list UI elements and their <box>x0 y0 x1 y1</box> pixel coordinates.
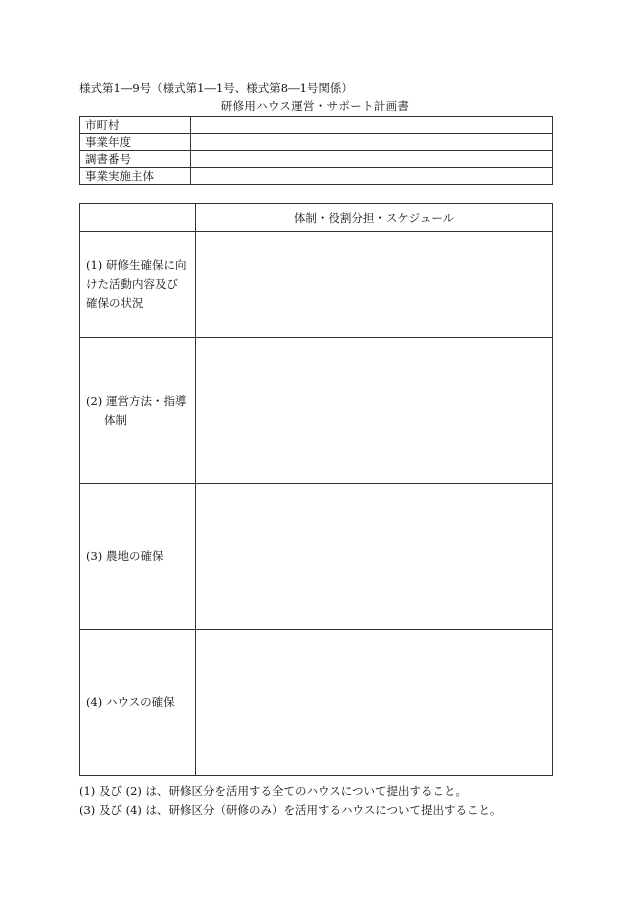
row-label-line: (4) ハウスの確保 <box>86 695 175 709</box>
note-2: (3) 及び (4) は、研修区分（研修のみ）を活用するハウスについて提出すること。 <box>79 803 502 817</box>
info-value-field[interactable] <box>191 117 553 134</box>
plan-table <box>79 203 553 776</box>
row-label-line: けた活動内容及び <box>86 277 178 291</box>
row-label-line: (3) 農地の確保 <box>86 549 164 563</box>
info-row-document-number <box>80 151 553 168</box>
row-label <box>80 232 196 338</box>
row-label-line: 確保の状況 <box>86 296 144 310</box>
info-value-field[interactable] <box>191 151 553 168</box>
plan-row-operation-method <box>80 338 553 484</box>
row-label-line: (2) 運営方法・指導 <box>86 393 187 408</box>
info-label: 事業実施主体 <box>80 168 191 185</box>
header-empty-cell <box>80 204 196 232</box>
form-number: 様式第1―9号（様式第1―1号、様式第8―1号関係） <box>79 81 353 95</box>
plan-row-trainee-recruitment <box>80 232 553 338</box>
header-structure-schedule: 体制・役割分担・スケジュール <box>196 204 553 232</box>
info-label: 事業年度 <box>80 134 191 151</box>
info-label: 市町村 <box>80 117 191 134</box>
row-label <box>80 338 196 484</box>
info-value-field[interactable] <box>191 134 553 151</box>
document-title: 研修用ハウス運営・サポート計画書 <box>220 99 410 113</box>
plan-row-greenhouse <box>80 630 553 776</box>
row-value-field[interactable] <box>196 338 553 484</box>
info-row-municipality <box>80 117 553 134</box>
row-value-field[interactable] <box>196 484 553 630</box>
info-label: 調書番号 <box>80 151 191 168</box>
info-row-fiscal-year <box>80 134 553 151</box>
row-label-line: 体制 <box>104 412 127 427</box>
row-label-line: (1) 研修生確保に向 <box>86 258 187 272</box>
row-value-field[interactable] <box>196 232 553 338</box>
note-1: (1) 及び (2) は、研修区分を活用する全てのハウスについて提出すること。 <box>79 784 467 798</box>
info-value-field[interactable] <box>191 168 553 185</box>
row-label <box>80 630 196 776</box>
plan-table-header <box>80 204 553 232</box>
info-table <box>79 116 553 185</box>
plan-row-farmland <box>80 484 553 630</box>
info-row-implementing-entity <box>80 168 553 185</box>
row-label <box>80 484 196 630</box>
row-value-field[interactable] <box>196 630 553 776</box>
